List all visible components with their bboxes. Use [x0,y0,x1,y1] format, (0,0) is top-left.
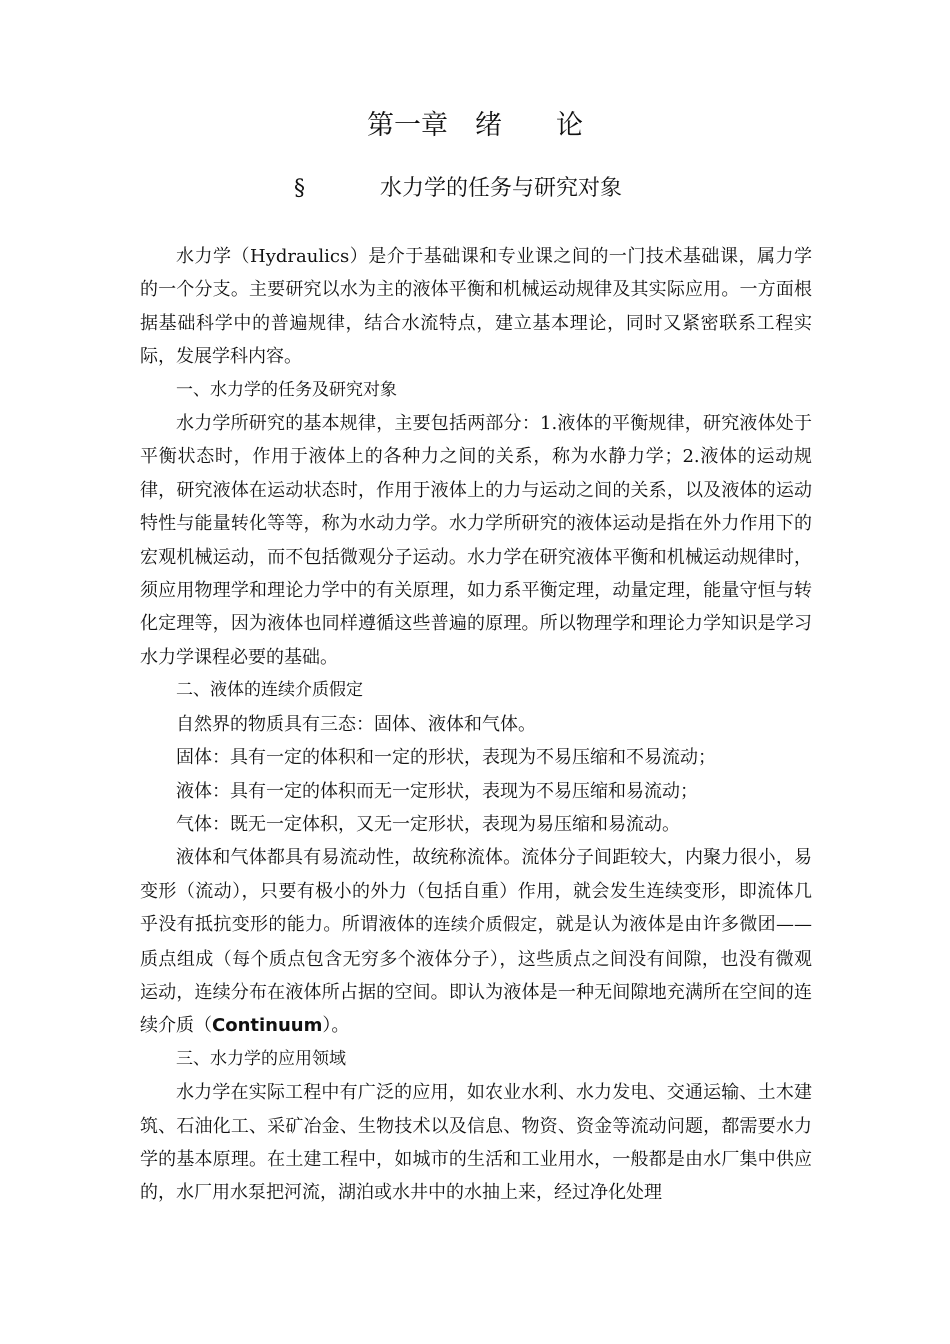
section-title-text: 水力学的任务与研究对象 [380,176,623,201]
gas-state-paragraph: 气体：既无一定体积，又无一定形状，表现为易压缩和易流动。 [176,813,680,835]
heading-part-3: 三、水力学的应用领域 [176,1048,346,1069]
section-title [0,170,950,208]
intro-paragraph: 水力学（Hydraulics）是介于基础课和专业课之间的一门技术基础课，属力学的一个分支。主要研究以水为主的液体平衡和机械运动规律及其实际应用。一方面根据基础科学中的普遍规律，结合水流特点，建立基本理论，同时又紧密联系工程实际，发展学科内容。 [140,246,812,368]
continuum-text-b: ，就是认为液体是由许多微团——质点组成（每个质点包含无穷多个液体分子），这些质点之间没有间隙，也没有微观运动，连续分布在液体所占据的空间。即认为液体是一种无间隙地充满所在空间的连续介质（ [140,914,813,1037]
states-intro-paragraph: 自然界的物质具有三态：固体、液体和气体。 [176,713,536,735]
continuum-term: Continuum [212,1015,323,1037]
heading-part-1: 一、水力学的任务及研究对象 [176,379,397,400]
heading-part-2: 二、液体的连续介质假定 [176,680,363,701]
section-symbol: § [294,176,305,201]
part-1-paragraph: 水力学所研究的基本规律，主要包括两部分：1.液体的平衡规律，研究液体处于平衡状态时，作用于液体上的各种力之间的关系，称为水静力学；2.液体的运动规律，研究液体在运动状态时，作用于液体上的力与运动之间的关系，以及液体的运动特性与能量转化等等，称为水动力学。水力学所研究的液体运动是指在外力作用下的宏观机械运动，而不包括微观分子运动。水力学在研究液体平衡和机械运动规律时，须应用物理学和理论力学中的有关原理，如力系平衡定理，动量定理，能量守恒与转化定理等，因为液体也同样遵循这些普遍的原理。所以物理学和理论力学知识是学习水力学课程必要的基础。 [140,413,812,668]
solid-state-paragraph: 固体：具有一定的体积和一定的形状，表现为不易压缩和不易流动； [176,747,716,769]
chapter-title: 第一章 绪 论 [367,110,583,141]
continuum-paragraph [140,841,812,1042]
continuum-text-c: ）。 [322,1015,350,1037]
continuum-keyword: 连续介质假定 [433,915,538,936]
continuum-text-a: 液体和气体都具有易流动性，故统称流体。流体分子间距较大，内聚力很小，易变形（流动），只要有极小的外力（包括自重）作用，就会发生连续变形，即流体几乎没有抵抗变形的能力。所谓液体的 [140,847,812,936]
liquid-state-paragraph: 液体：具有一定的体积而无一定形状，表现为不易压缩和易流动； [176,780,698,802]
document-body [140,240,812,1210]
part-3-paragraph: 水力学在实际工程中有广泛的应用，如农业水利、水力发电、交通运输、土木建筑、石油化工、采矿冶金、生物技术以及信息、物资、资金等流动问题，都需要水力学的基本原理。在土建工程中，如城市的生活和工业用水，一般都是由水厂集中供应的，水厂用水泵把河流，湖泊或水井中的水抽上来，经过净化处理 [140,1082,812,1204]
